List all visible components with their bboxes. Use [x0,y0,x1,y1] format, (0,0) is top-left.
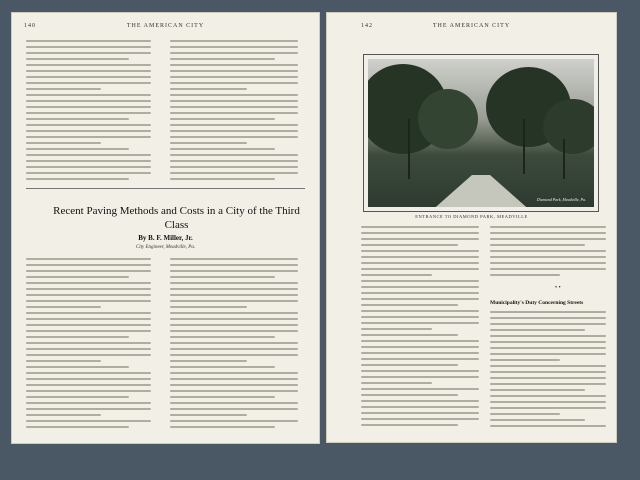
text-line [170,324,298,326]
tree-shape [543,99,594,154]
text-column-upper-right [170,40,298,184]
text-line [170,70,298,72]
text-line [170,172,298,174]
text-line [170,166,298,168]
text-line [170,354,298,356]
text-line [170,378,298,380]
text-line [26,342,151,344]
text-line [26,360,101,362]
text-line [490,395,606,397]
text-line [361,400,479,402]
text-line [170,58,275,60]
text-line [26,142,101,144]
article-title: Recent Paving Methods and Costs in a City of the Third Class [53,205,300,231]
divider-rule [26,188,305,189]
text-line [26,82,151,84]
text-line [26,378,151,380]
running-title-left: THE AMERICAN CITY [126,23,205,29]
section-heading: Municipality's Duty Concerning Streets [490,300,584,306]
text-column-right-page-right-bottom [490,311,606,431]
text-line [490,250,606,252]
text-line [361,250,479,252]
text-line [361,394,458,396]
text-line [490,335,606,337]
text-line [361,352,479,354]
text-line [490,311,606,313]
text-line [170,112,298,114]
text-line [170,408,298,410]
text-line [361,412,479,414]
text-line [170,52,298,54]
text-line [361,340,479,342]
text-line [490,274,560,276]
text-line [490,383,606,385]
text-line [170,312,298,314]
text-line [26,106,151,108]
text-line [170,82,298,84]
text-line [490,389,585,391]
text-line [26,282,151,284]
text-line [361,322,479,324]
text-line [26,408,151,410]
photo-caption: ENTRANCE TO DIAMOND PARK, MEADVILLE [415,214,528,219]
text-line [490,407,606,409]
text-line [26,88,101,90]
text-line [490,232,606,234]
text-line [170,336,275,338]
text-line [490,401,606,403]
text-line [361,376,479,378]
text-line [170,366,275,368]
text-line [170,100,298,102]
text-line [26,420,151,422]
text-line [170,414,247,416]
text-line [170,130,298,132]
text-line [26,52,151,54]
article-byline: By B. F. Miller, Jr. [138,234,193,242]
text-line [26,276,129,278]
text-line [170,318,298,320]
text-line [170,396,275,398]
text-line [26,354,151,356]
text-line [26,318,151,320]
text-line [26,294,151,296]
text-line [490,353,606,355]
text-line [170,94,298,96]
text-line [26,172,151,174]
text-line [361,346,479,348]
text-line [26,324,151,326]
text-line [26,46,151,48]
text-line [170,154,298,156]
text-line [26,312,151,314]
text-line [361,406,479,408]
text-line [26,306,101,308]
text-line [26,136,151,138]
text-line [490,317,606,319]
text-line [26,270,151,272]
text-line [490,268,606,270]
text-line [26,94,151,96]
text-line [170,124,298,126]
text-line [170,306,247,308]
text-line [361,292,479,294]
tree-trunk [408,119,410,179]
text-line [26,148,129,150]
text-line [170,282,298,284]
text-line [361,316,479,318]
text-line [26,426,129,428]
text-line [490,244,585,246]
text-line [26,118,129,120]
tree-trunk [523,119,525,174]
text-line [361,358,479,360]
text-line [26,384,151,386]
text-line [490,329,585,331]
text-line [361,334,458,336]
text-line [490,323,606,325]
text-line [26,112,151,114]
text-line [170,148,275,150]
text-line [170,426,275,428]
text-line [170,136,298,138]
tree-trunk [563,139,565,179]
park-photo [363,54,599,212]
text-line [361,418,479,420]
text-line [490,347,606,349]
text-line [26,40,151,42]
text-line [26,160,151,162]
text-line [26,348,151,350]
text-line [361,382,432,384]
running-head-left [12,23,319,35]
text-line [170,46,298,48]
text-line [170,360,247,362]
page-number-left: 140 [24,23,36,29]
text-line [26,64,151,66]
text-line [361,256,479,258]
text-line [361,310,479,312]
text-line [490,413,560,415]
text-column-lower-left [26,258,151,432]
text-line [361,244,458,246]
text-line [26,76,151,78]
text-column-upper-left [26,40,151,184]
text-line [170,270,298,272]
text-line [361,364,458,366]
text-line [26,402,151,404]
running-head-right [327,23,616,35]
text-line [361,388,479,390]
text-line [170,142,247,144]
text-line [490,419,585,421]
text-line [26,154,151,156]
text-line [26,58,129,60]
text-line [26,70,151,72]
text-line [26,288,151,290]
park-photo-image [368,59,594,207]
text-line [170,178,275,180]
text-line [170,64,298,66]
text-line [170,288,298,290]
text-line [490,365,606,367]
text-line [361,298,479,300]
park-path [436,175,526,207]
text-column-lower-right [170,258,298,432]
text-line [26,366,129,368]
text-line [26,178,129,180]
text-line [490,226,606,228]
text-line [26,264,151,266]
text-line [170,384,298,386]
text-line [490,256,606,258]
photo-credit: Diamond Park, Meadville, Pa. [536,197,586,202]
text-line [170,160,298,162]
text-line [361,424,458,426]
text-column-right-page-left [361,226,479,430]
text-line [490,371,606,373]
text-line [170,106,298,108]
page-number-right: 142 [361,23,373,29]
text-line [490,425,606,427]
text-line [26,100,151,102]
text-line [170,258,298,260]
text-line [26,336,129,338]
right-page [327,13,616,442]
text-line [170,276,275,278]
text-line [170,76,298,78]
text-line [361,280,479,282]
text-line [170,390,298,392]
text-line [361,274,432,276]
text-line [26,166,151,168]
text-line [170,264,298,266]
text-line [490,377,606,379]
text-line [170,300,298,302]
article-affiliation: City Engineer, Meadville, Pa. [135,245,196,250]
text-line [361,238,479,240]
text-line [170,40,298,42]
text-line [170,294,298,296]
text-line [170,372,298,374]
text-line [170,402,298,404]
text-line [26,124,151,126]
text-line [170,88,247,90]
text-line [26,330,151,332]
running-title-right: THE AMERICAN CITY [432,23,511,29]
text-line [361,304,458,306]
tree-shape [418,89,478,149]
text-line [361,226,479,228]
text-line [361,268,479,270]
text-line [361,370,479,372]
text-line [361,262,479,264]
text-line [26,300,151,302]
left-page [12,13,319,443]
text-line [26,414,101,416]
text-line [26,130,151,132]
text-line [361,328,432,330]
text-line [170,118,275,120]
text-line [26,396,129,398]
text-line [170,330,298,332]
text-line [26,258,151,260]
section-ornament: • • [555,285,561,291]
text-line [490,359,560,361]
text-line [361,232,479,234]
text-line [361,286,479,288]
text-line [490,262,606,264]
text-column-right-page-right-top [490,226,606,280]
text-line [170,348,298,350]
text-line [26,390,151,392]
text-line [490,341,606,343]
text-line [170,342,298,344]
text-line [490,238,606,240]
text-line [26,372,151,374]
text-line [170,420,298,422]
